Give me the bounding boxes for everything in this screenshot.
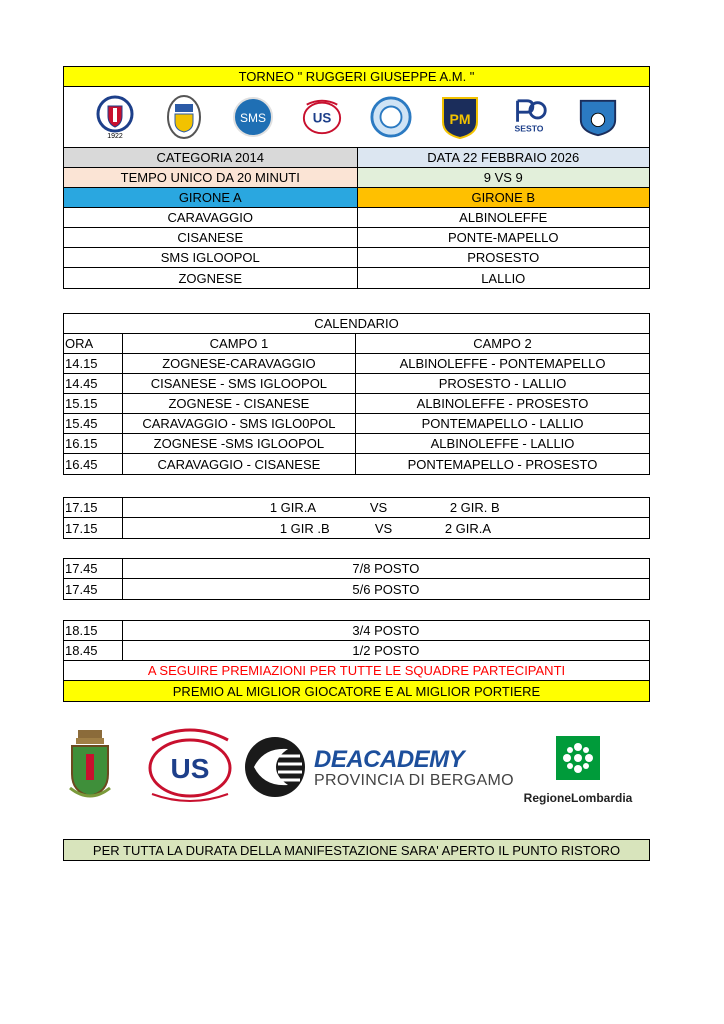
- gironi-team-row: [64, 248, 649, 268]
- deacademy-logo: [314, 748, 514, 790]
- finale-row: [64, 641, 649, 661]
- match-time: 14.45: [65, 376, 98, 391]
- tournament-header-table: [63, 66, 650, 289]
- sms-logo-text: SMS: [239, 111, 266, 125]
- categoria-cell: CATEGORIA 2014: [64, 148, 357, 167]
- match-campo2: PONTEMAPELLO - PROSESTO: [355, 454, 649, 474]
- semifinale-left: 1 GIR.A: [269, 500, 317, 515]
- ponte-mapello-logo: [439, 93, 481, 141]
- ponte-mapello-logo-text: PM: [449, 111, 471, 127]
- match-campo2: ALBINOLEFFE - LALLIO: [355, 434, 649, 453]
- finale-label: 1/2 POSTO: [122, 641, 649, 660]
- match-row: [64, 414, 649, 434]
- title-row: [64, 67, 649, 87]
- match-campo1: CISANESE - SMS IGLOOPOL: [122, 374, 355, 393]
- match-row: [64, 354, 649, 374]
- semifinale-match: [122, 518, 649, 538]
- formato-cell: 9 VS 9: [357, 168, 650, 187]
- finale-label: 3/4 POSTO: [122, 621, 649, 640]
- finale-label: 7/8 POSTO: [122, 559, 649, 578]
- match-time: 14.15: [65, 356, 98, 371]
- prosesto-logo: [508, 93, 550, 141]
- girone-a-team: ZOGNESE: [178, 270, 243, 286]
- premio-row: [64, 681, 649, 701]
- tempo-cell: TEMPO UNICO DA 20 MINUTI: [64, 168, 357, 187]
- match-row: [64, 454, 649, 474]
- match-campo1: CARAVAGGIO - CISANESE: [122, 454, 355, 474]
- premiazioni-row: [64, 661, 649, 681]
- match-row: [64, 394, 649, 414]
- match-campo2: PROSESTO - LALLIO: [355, 374, 649, 393]
- lallio-logo: [577, 93, 619, 141]
- finale-label: 5/6 POSTO: [122, 579, 649, 599]
- ristoro-row: [64, 840, 649, 860]
- calendario-title: CALENDARIO: [314, 316, 399, 331]
- prosesto-logo-text: SESTO: [514, 123, 544, 134]
- campo2-header: CAMPO 2: [355, 334, 649, 353]
- campo1-header: CAMPO 1: [122, 334, 355, 353]
- semifinale-row: [64, 498, 649, 518]
- caravaggio-year: 1922: [106, 133, 123, 140]
- gironi-team-row: [64, 268, 649, 288]
- regione-lombardia-logo: [512, 736, 644, 805]
- semifinale-time: 17.15: [65, 500, 98, 515]
- girone-a-team: CISANESE: [177, 230, 244, 245]
- info-row-2: [64, 168, 649, 188]
- finale-time: 18.15: [65, 623, 98, 638]
- data-cell: DATA 22 FEBBRAIO 2026: [357, 148, 650, 167]
- match-time: 15.15: [65, 396, 98, 411]
- finale-row: [64, 559, 649, 579]
- semifinale-match: [122, 498, 649, 517]
- girone-a-header: GIRONE A: [64, 188, 357, 207]
- tournament-title: TORNEO " RUGGERI GIUSEPPE A.M. ": [238, 69, 475, 84]
- girone-a-team: SMS IGLOOPOL: [160, 250, 260, 265]
- finale-time: 17.45: [65, 561, 98, 576]
- semifinale-right: 2 GIR. B: [449, 500, 500, 515]
- gironi-team-row: [64, 208, 649, 228]
- sms-igloopol-logo: [232, 93, 274, 141]
- girone-a-team: CARAVAGGIO: [167, 210, 253, 225]
- match-campo1: ZOGNESE -SMS IGLOOPOL: [122, 434, 355, 453]
- girone-b-team: PROSESTO: [357, 248, 650, 267]
- zognese-sponsor-logo: [138, 724, 242, 813]
- finali-minori-table: [63, 558, 650, 600]
- zognese-logo: [301, 93, 343, 141]
- finale-row: [64, 621, 649, 641]
- finale-time: 18.45: [65, 643, 98, 658]
- deacademy-brand: DEACADEMY: [314, 746, 465, 773]
- match-campo2: ALBINOLEFFE - PROSESTO: [355, 394, 649, 413]
- semifinale-vs: VS: [374, 520, 393, 536]
- zognese-logo-text: US: [312, 110, 332, 126]
- atalanta-mark-logo: [240, 734, 310, 805]
- premio-text: PREMIO AL MIGLIOR GIOCATORE E AL MIGLIOR PORTIERE: [172, 683, 541, 699]
- gironi-header-row: [64, 188, 649, 208]
- girone-b-header: GIRONE B: [357, 188, 650, 207]
- ristoro-banner: [63, 839, 650, 861]
- gironi-team-row: [64, 228, 649, 248]
- semifinale-time: 17.15: [65, 520, 98, 536]
- match-campo1: ZOGNESE-CARAVAGGIO: [122, 354, 355, 373]
- match-campo1: CARAVAGGIO - SMS IGLO0POL: [122, 414, 355, 433]
- semifinale-row: [64, 518, 649, 538]
- semifinale-vs: VS: [369, 500, 388, 515]
- girone-b-team: ALBINOLEFFE: [357, 208, 650, 227]
- team-logos-row: [64, 87, 649, 148]
- regione-lombardia-icon: [556, 736, 600, 780]
- ristoro-text: PER TUTTA LA DURATA DELLA MANIFESTAZIONE SARA' APERTO IL PUNTO RISTORO: [92, 842, 621, 858]
- match-row: [64, 374, 649, 394]
- finali-table: [63, 620, 650, 702]
- premiazioni-text: A SEGUIRE PREMIAZIONI PER TUTTE LE SQUADRE PARTECIPANTI: [147, 663, 566, 678]
- zognese-sponsor-text: US: [170, 753, 210, 784]
- caravaggio-crest-logo: [94, 93, 136, 141]
- semifinali-table: [63, 497, 650, 539]
- match-time: 15.45: [65, 416, 98, 431]
- girone-b-team: LALLIO: [357, 268, 650, 288]
- match-campo2: ALBINOLEFFE - PONTEMAPELLO: [355, 354, 649, 373]
- finale-time: 17.45: [65, 581, 98, 597]
- match-campo2: PONTEMAPELLO - LALLIO: [355, 414, 649, 433]
- match-time: 16.15: [65, 436, 98, 451]
- comune-zogno-crest-logo: [66, 728, 114, 811]
- semifinale-right: 2 GIR.A: [444, 520, 492, 536]
- calendario-header-row: [64, 334, 649, 354]
- match-campo1: ZOGNESE - CISANESE: [122, 394, 355, 413]
- calendario-title-row: [64, 314, 649, 334]
- ora-header: ORA: [65, 336, 94, 351]
- girone-b-team: PONTE-MAPELLO: [357, 228, 650, 247]
- finale-row: [64, 579, 649, 599]
- cisanese-crest-logo: [163, 93, 205, 141]
- albinoleffe-logo: [370, 93, 412, 141]
- calendario-table: [63, 313, 650, 475]
- deacademy-subtitle: PROVINCIA DI BERGAMO: [314, 772, 514, 789]
- match-row: [64, 434, 649, 454]
- regione-lombardia-text: RegioneLombardia: [523, 791, 633, 805]
- match-time: 16.45: [65, 456, 98, 472]
- semifinale-left: 1 GIR .B: [279, 520, 330, 536]
- info-row-1: [64, 148, 649, 168]
- sponsor-logos: [60, 722, 660, 812]
